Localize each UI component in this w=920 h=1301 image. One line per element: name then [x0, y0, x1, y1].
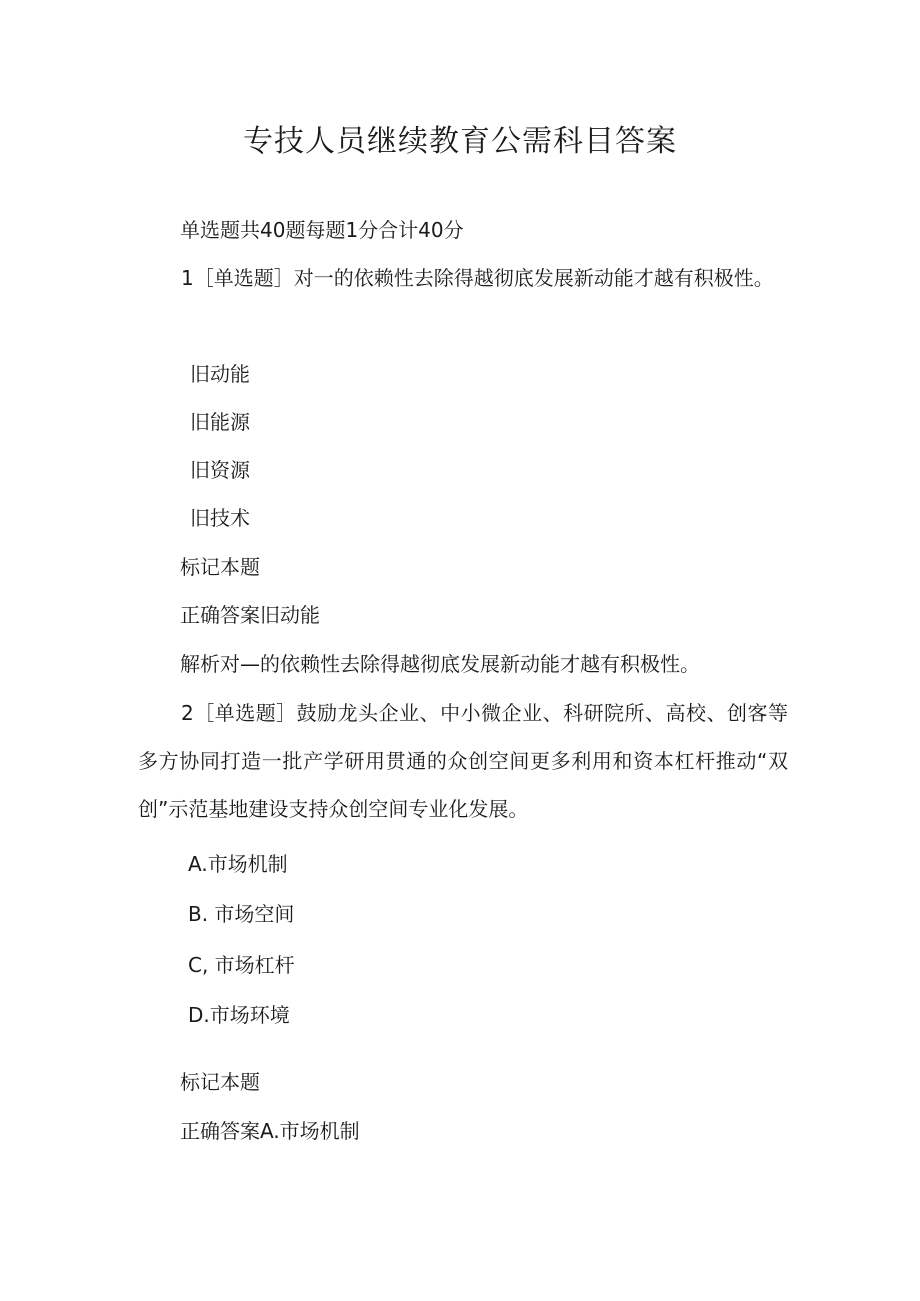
- question-2-mark[interactable]: 标记本题: [180, 1070, 260, 1094]
- question-2-answer: 正确答案A.市场机制: [180, 1119, 360, 1143]
- question-1-stem: 1［单选题］对一的依赖性去除得越彻底发展新动能才越有积极性。: [181, 266, 774, 290]
- question-2-option-d[interactable]: D.市场环境: [188, 1003, 290, 1027]
- question-1-answer: 正确答案旧动能: [180, 603, 320, 627]
- section-header: 单选题共40题每题1分合计40分: [180, 218, 464, 242]
- question-1-option-2[interactable]: 旧能源: [190, 410, 250, 434]
- document-title: 专技人员继续教育公需科目答案: [243, 124, 677, 159]
- question-1-analysis: 解析对—的依赖性去除得越彻底发展新动能才越有积极性。: [180, 652, 700, 676]
- question-2-stem: 2［单选题］鼓励龙头企业、中小微企业、科研院所、高校、创客等多方协同打造一批产学研用贯通的众创空间更多利用和资本杠杆推动“双创”示范基地建设支持众创空间专业化发展。: [138, 701, 788, 821]
- question-1-option-3[interactable]: 旧资源: [190, 458, 250, 482]
- question-1-mark[interactable]: 标记本题: [180, 555, 260, 579]
- question-2-option-b[interactable]: B. 市场空间: [188, 902, 295, 926]
- question-1-option-4[interactable]: 旧技术: [190, 506, 250, 530]
- question-2-option-a[interactable]: A.市场机制: [188, 852, 288, 876]
- question-1-option-1[interactable]: 旧动能: [190, 362, 250, 386]
- question-2-option-c[interactable]: C, 市场杠杆: [188, 953, 295, 977]
